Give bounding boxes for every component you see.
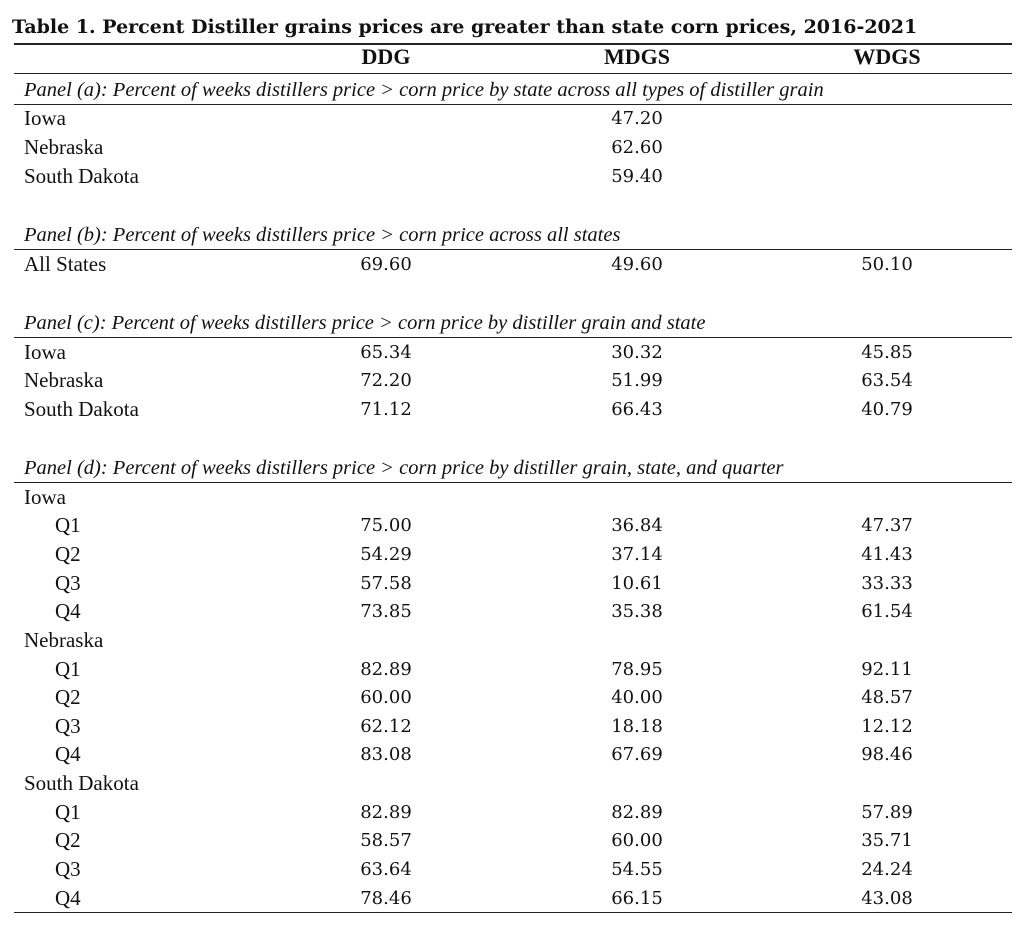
panel-c-title: Panel (c): Percent of weeks distillers price > corn price by distiller grain and state	[24, 312, 706, 334]
cell-mdgs: 18.18	[611, 716, 663, 737]
table-row	[0, 769, 1024, 797]
cell-ddg: 71.12	[360, 399, 412, 420]
table-row	[0, 511, 1024, 539]
table-row	[0, 655, 1024, 683]
cell-ddg: 72.20	[360, 370, 412, 391]
row-label: Q2	[55, 542, 81, 566]
cell-mdgs: 54.55	[611, 859, 663, 880]
table-row	[0, 483, 1024, 511]
column-header-wdgs: WDGS	[853, 44, 921, 69]
cell-mdgs: 78.95	[611, 659, 663, 680]
panel-d-title: Panel (d): Percent of weeks distillers price > corn price by distiller grain, state, and quarter	[24, 457, 784, 479]
cell-ddg: 63.64	[360, 859, 412, 880]
cell-wdgs: 33.33	[861, 573, 913, 594]
cell-wdgs: 98.46	[861, 744, 913, 765]
cell-ddg: 78.46	[360, 888, 412, 909]
cell-mdgs: 37.14	[611, 544, 663, 565]
cell-mdgs: 51.99	[611, 370, 663, 391]
cell-wdgs: 12.12	[861, 716, 913, 737]
cell-wdgs: 61.54	[861, 601, 913, 622]
row-label: Q4	[55, 886, 81, 910]
row-label: Q1	[55, 513, 81, 537]
cell-mdgs: 40.00	[611, 687, 663, 708]
table-row	[0, 338, 1024, 366]
cell-mdgs: 30.32	[611, 342, 663, 363]
cell-mdgs: 60.00	[611, 830, 663, 851]
row-label: Iowa	[24, 340, 66, 364]
row-label: Q1	[55, 800, 81, 824]
row-label: Q3	[55, 714, 81, 738]
table-row	[0, 162, 1024, 190]
row-label: Iowa	[24, 106, 66, 130]
cell-wdgs: 41.43	[861, 544, 913, 565]
cell-wdgs: 40.79	[861, 399, 913, 420]
cell-ddg: 60.00	[360, 687, 412, 708]
panel-a-title: Panel (a): Percent of weeks distillers price > corn price by state across all types of distiller grain	[24, 79, 824, 101]
row-label: All States	[24, 252, 107, 276]
row-label: Q4	[55, 742, 81, 766]
cell-wdgs: 43.08	[861, 888, 913, 909]
table-row	[0, 712, 1024, 740]
table-row	[0, 884, 1024, 912]
cell-mdgs: 62.60	[611, 137, 663, 158]
table-row	[0, 626, 1024, 654]
cell-ddg: 69.60	[360, 254, 412, 275]
cell-ddg: 82.89	[360, 659, 412, 680]
bottom-rule	[14, 912, 1012, 913]
table-row	[0, 366, 1024, 394]
cell-mdgs: 49.60	[611, 254, 663, 275]
table-row	[0, 826, 1024, 854]
cell-mdgs: 59.40	[611, 166, 663, 187]
cell-wdgs: 24.24	[861, 859, 913, 880]
row-label: Iowa	[24, 485, 66, 509]
row-label: Q3	[55, 571, 81, 595]
cell-ddg: 58.57	[360, 830, 412, 851]
row-label: Nebraska	[24, 368, 104, 392]
header-rule	[14, 73, 1012, 74]
cell-mdgs: 82.89	[611, 802, 663, 823]
cell-mdgs: 10.61	[611, 573, 663, 594]
cell-ddg: 73.85	[360, 601, 412, 622]
row-label: South Dakota	[24, 397, 139, 421]
cell-wdgs: 35.71	[861, 830, 913, 851]
cell-wdgs: 57.89	[861, 802, 913, 823]
row-label: Q4	[55, 599, 81, 623]
cell-wdgs: 63.54	[861, 370, 913, 391]
cell-ddg: 62.12	[360, 716, 412, 737]
table-row	[0, 798, 1024, 826]
table-row	[0, 740, 1024, 768]
cell-mdgs: 66.15	[611, 888, 663, 909]
table-row	[0, 540, 1024, 568]
cell-wdgs: 50.10	[861, 254, 913, 275]
table-row	[0, 569, 1024, 597]
cell-wdgs: 45.85	[861, 342, 913, 363]
cell-ddg: 82.89	[360, 802, 412, 823]
cell-mdgs: 67.69	[611, 744, 663, 765]
cell-mdgs: 35.38	[611, 601, 663, 622]
cell-wdgs: 47.37	[861, 515, 913, 536]
row-label: South Dakota	[24, 164, 139, 188]
table-title: Table 1. Percent Distiller grains prices are greater than state corn prices, 2016-2021	[12, 16, 918, 38]
cell-mdgs: 36.84	[611, 515, 663, 536]
cell-mdgs: 66.43	[611, 399, 663, 420]
cell-ddg: 65.34	[360, 342, 412, 363]
row-label: Q2	[55, 685, 81, 709]
table-row	[0, 104, 1024, 132]
table-row	[0, 683, 1024, 711]
row-label: Q1	[55, 657, 81, 681]
table-row	[0, 395, 1024, 423]
row-label: Q2	[55, 828, 81, 852]
column-header-mdgs: MDGS	[604, 44, 670, 69]
row-label: Nebraska	[24, 628, 104, 652]
cell-wdgs: 92.11	[861, 659, 913, 680]
cell-ddg: 57.58	[360, 573, 412, 594]
cell-ddg: 54.29	[360, 544, 412, 565]
cell-mdgs: 47.20	[611, 108, 663, 129]
row-label: Nebraska	[24, 135, 104, 159]
table-row	[0, 855, 1024, 883]
row-label: Q3	[55, 857, 81, 881]
table-row	[0, 133, 1024, 161]
cell-ddg: 83.08	[360, 744, 412, 765]
column-header-ddg: DDG	[361, 44, 411, 69]
table-row	[0, 597, 1024, 625]
cell-ddg: 75.00	[360, 515, 412, 536]
row-label: South Dakota	[24, 771, 139, 795]
panel-b-title: Panel (b): Percent of weeks distillers price > corn price across all states	[24, 224, 621, 246]
cell-wdgs: 48.57	[861, 687, 913, 708]
table-row	[0, 250, 1024, 278]
